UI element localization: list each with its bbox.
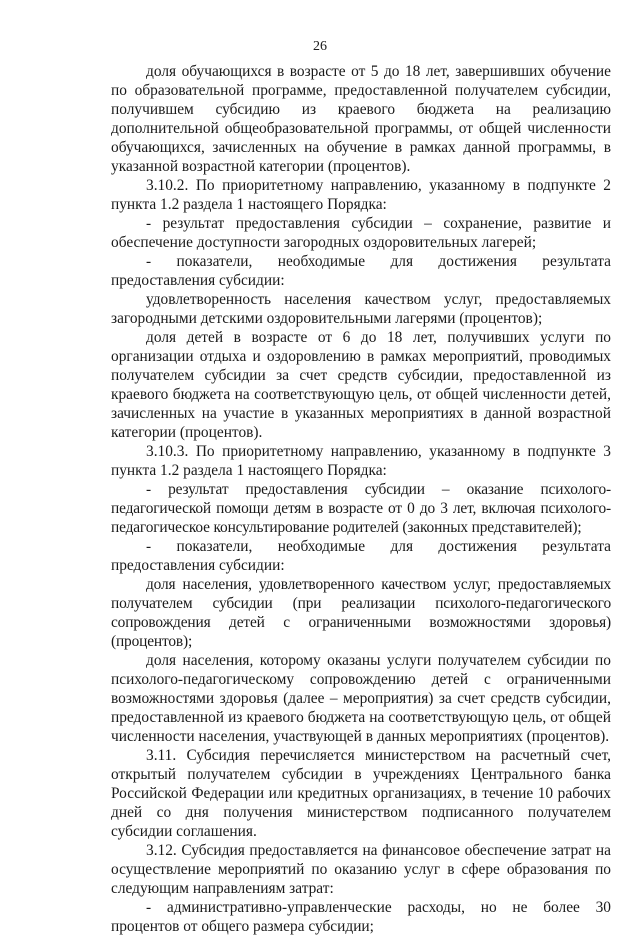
page-number: 26 [313,39,327,54]
paragraph-share-of-students: доля обучающихся в возрасте от 5 до 18 лет, завершивших обучение по образовательной программе, предоставленной получателем субсидии, получившем субсидию из краевого бюджета на реализацию дополнительной общеобразовательной программы, от общей численности обучающихся, зачисленных на обучение в рамках данной программы, в указанной возрастной категории (процентов). [111,63,611,175]
document-body [111,62,611,936]
paragraph-3-10-2-indicators-intro: - показатели, необходимые для достижения результата предоставления субсидии: [111,253,611,289]
paragraph-3-12: 3.12. Субсидия предоставляется на финансовое обеспечение затрат на осуществление мероприятий по оказанию услуг в сфере образования по следующим направлениям затрат: [111,842,611,897]
paragraph-3-10-3-indicators-intro: - показатели, необходимые для достижения результата предоставления субсидии: [111,538,611,574]
paragraph-population-served: доля населения, которому оказаны услуги получателем субсидии по психолого-педагогическому сопровождению детей с ограниченными возможностями здоровья (далее – мероприятия) за счет средств субсидии, предоставленной из краевого бюджета на соответствующую цель, от общей численности населения, участвующей в данных мероприятиях (процентов). [111,652,611,745]
paragraph-admin-expenses: - административно-управленческие расходы, но не более 30 процентов от общего размера субсидии; [111,899,611,935]
paragraph-3-10-3-heading: 3.10.3. По приоритетному направлению, указанному в подпункте 3 пункта 1.2 раздела 1 настоящего Порядка: [111,443,611,479]
paragraph-camp-satisfaction: удовлетворенность населения качеством услуг, предоставляемых загородными детскими оздоровительными лагерями (процентов); [111,291,611,327]
paragraph-3-11: 3.11. Субсидия перечисляется министерством на расчетный счет, открытый получателем субсидии в учреждениях Центрального банка Российской Федерации или кредитных организациях, в течение 10 рабочих дней со дня получения министерством подписанного получателем субсидии соглашения. [111,747,611,840]
paragraph-share-of-children: доля детей в возрасте от 6 до 18 лет, получивших услуги по организации отдыха и оздоровлению в рамках мероприятий, проводимых получателем субсидии за счет средств субсидии, предоставленной из краевого бюджета на соответствующую цель, от общей численности детей, зачисленных на участие в указанных мероприятиях в данной возрастной категории (процентов). [111,329,611,441]
paragraph-3-10-2-heading: 3.10.2. По приоритетному направлению, указанному в подпункте 2 пункта 1.2 раздела 1 настоящего Порядка: [111,177,611,213]
paragraph-population-satisfaction: доля населения, удовлетворенного качеством услуг, предоставляемых получателем субсидии (при реализации психолого-педагогического сопровождения детей с ограниченными возможностями здоровья) (процентов); [111,576,611,650]
paragraph-3-10-2-result: - результат предоставления субсидии – сохранение, развитие и обеспечение доступности загородных оздоровительных лагерей; [111,215,611,251]
paragraph-3-10-3-result: - результат предоставления субсидии – оказание психолого-педагогической помощи детям в возрасте от 0 до 3 лет, включая психолого-педагогическое консультирование родителей (законных представителей); [111,481,611,536]
